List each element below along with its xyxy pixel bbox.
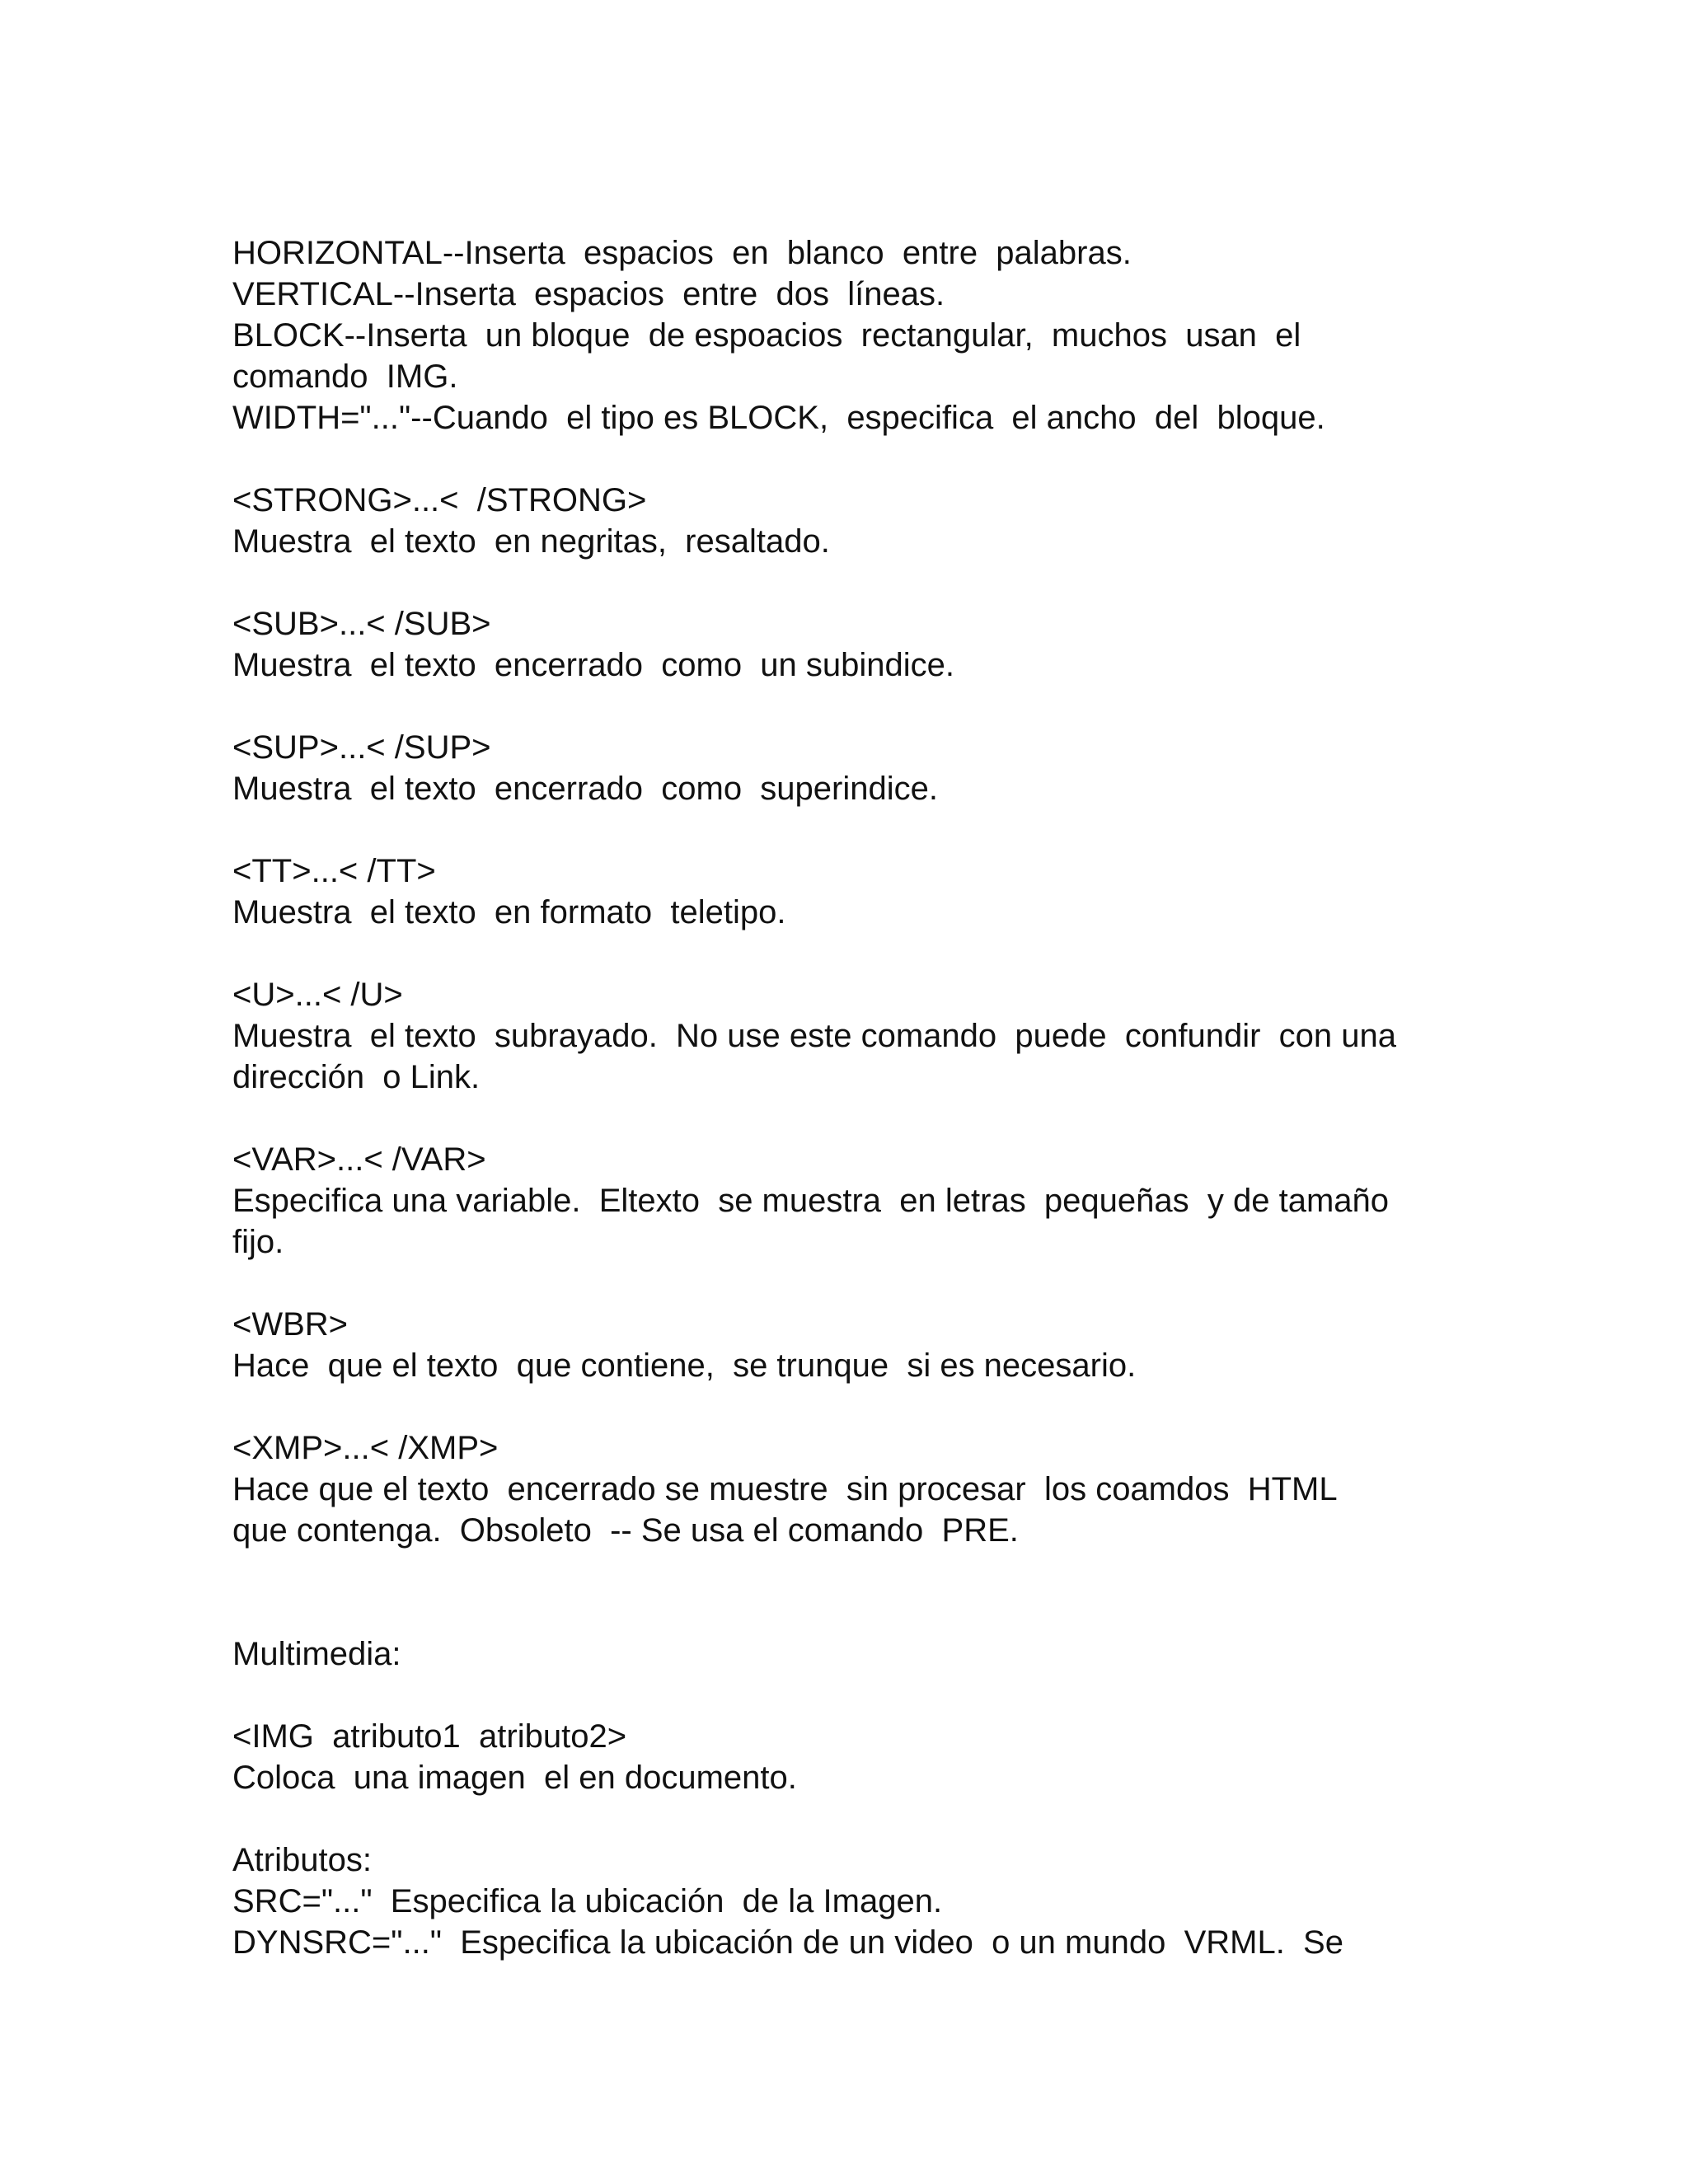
tag-description: Coloca una imagen el en documento. [232, 1760, 797, 1796]
tag-description: Muestra el texto encerrado como un subindice. [232, 647, 955, 683]
tag-description: Hace que el texto que contiene, se trunque si es necesario. [232, 1347, 1137, 1384]
tag-description: Muestra el texto en negritas, resaltado. [232, 523, 830, 560]
tag-description: Muestra el texto en formato teletipo. [232, 894, 786, 930]
tag-description: que contenga. Obsoleto -- Se usa el comando PRE. [232, 1512, 1019, 1549]
text-line: VERTICAL--Inserta espacios entre dos líneas. [232, 276, 945, 312]
tag-heading-sub: <SUB>...< /SUB> [232, 606, 491, 642]
tag-heading-u: <U>...< /U> [232, 977, 403, 1013]
document-page [232, 232, 1469, 1963]
tag-heading-xmp: <XMP>...< /XMP> [232, 1430, 499, 1466]
section-heading: Multimedia: [232, 1636, 401, 1672]
tag-heading-tt: <TT>...< /TT> [232, 853, 436, 889]
text-line: HORIZONTAL--Inserta espacios en blanco entre palabras. [232, 235, 1132, 271]
tag-description: Muestra el texto encerrado como superindice. [232, 771, 938, 807]
tag-heading-wbr: <WBR> [232, 1306, 349, 1343]
attribute-line: SRC="..." Especifica la ubicación de la Imagen. [232, 1883, 943, 1919]
tag-description: Muestra el texto subrayado. No use este comando puede confundir con una [232, 1018, 1396, 1054]
tag-description: Especifica una variable. Eltexto se muestra en letras pequeñas y de tamaño [232, 1183, 1390, 1219]
tag-heading-strong: <STRONG>...< /STRONG> [232, 482, 647, 518]
text-line: BLOCK--Inserta un bloque de espoacios rectangular, muchos usan el [232, 317, 1301, 354]
attributes-heading: Atributos: [232, 1842, 372, 1878]
tag-heading-var: <VAR>...< /VAR> [232, 1141, 486, 1178]
text-line: WIDTH="..."--Cuando el tipo es BLOCK, especifica el ancho del bloque. [232, 400, 1325, 436]
attribute-line: DYNSRC="..." Especifica la ubicación de un video o un mundo VRML. Se [232, 1924, 1343, 1961]
tag-description: Hace que el texto encerrado se muestre sin procesar los coamdos HTML [232, 1471, 1338, 1507]
text-line: comando IMG. [232, 359, 458, 395]
tag-heading-img: <IMG atributo1 atributo2> [232, 1718, 627, 1755]
tag-description: dirección o Link. [232, 1059, 481, 1095]
tag-heading-sup: <SUP>...< /SUP> [232, 729, 491, 766]
tag-description: fijo. [232, 1224, 284, 1260]
